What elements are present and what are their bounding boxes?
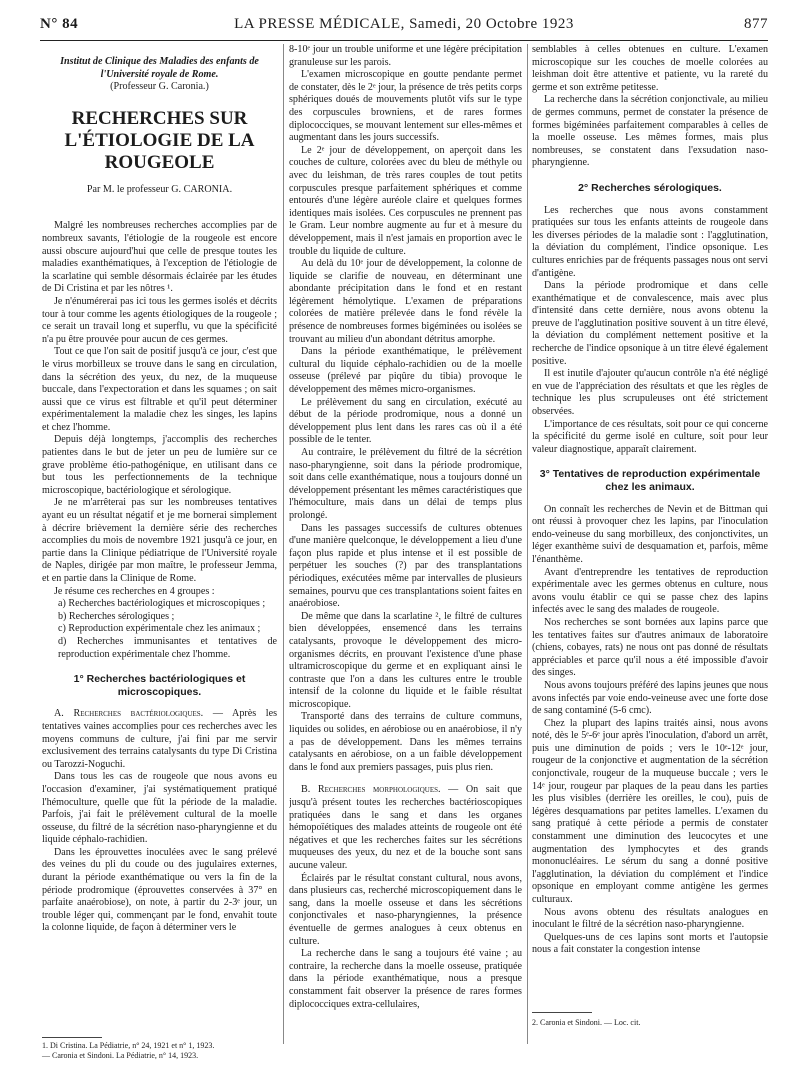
paragraph: Le 2ᵉ jour de développement, on aperçoit dans les couches de culture, colorées avec du bleu de méthyle ou avec du leishman, de très rares couples de tout petits corpuscules presque parfaitement sphériques et comme entourés d'une légère auréole claire et quelques formes identiques mais isolées. Ces corpuscules ne prennent pas le Gram. Leur nombre augmente au fur et à mesure du développement, mais il n'est jamais en proportion avec le trouble du liquide de culture. bbox=[289, 144, 522, 257]
paragraph: Éclairés par le résultat constant cultural, nous avons, dans plusieurs cas, recherché microscopiquement dans le sang, dans la moelle osseuse et dans les sécrétions conjonctivales et naso-pharyngiennes, la présence éventuelle de germes analogues à ceux obtenus en culture. bbox=[289, 872, 522, 947]
list-item: d) Recherches immunisantes et tentatives de reproduction expérimentale chez l'homme. bbox=[58, 635, 277, 660]
footnote-line: — Caronia et Sindoni. La Pédiatrie, n° 14, 1923. bbox=[42, 1051, 199, 1060]
paragraph-text: On sait que jusqu'à présent toutes les recherches bactérioscopiques pratiquées dans le sang et dans les organes hémopoïétiques des malades atteints de rougeole ont été négatives et que les recherches faites sur les sécrétions muqueuses des yeux, du nez et de la bouche sont sans aucune valeur. bbox=[289, 784, 522, 871]
footnote-rule-1 bbox=[42, 1037, 102, 1038]
paragraph: La recherche dans la sécrétion conjonctivale, au milieu de germes communs, permet de constater la présence de formes bigéminées parfaitement comparables à celles de la moelle osseuse. Les mêmes formes, mais plus nombreuses, se constatent dans l'exsudation naso-pharyngienne. bbox=[532, 94, 768, 169]
professor-line: (Professeur G. Caronia.) bbox=[110, 81, 209, 93]
paragraph bbox=[42, 708, 277, 771]
footnote-2 bbox=[532, 1018, 768, 1028]
paragraph: L'importance de ces résultats, soit pour ce qui concerne la spécificité du germe isolé en culture, soit pour leur valeur diagnostique, apparaît clairement. bbox=[532, 418, 768, 455]
paragraph: Dans les passages successifs de cultures obtenues d'une manière quelconque, le développement a lieu d'une façon plus rapide et plus intense et il est possible de perpétuer les souches (?) par des transplantations périodiques, exécutées même par intervalles de plusieurs semaines, pourvu que ces transplantations soient faites en anaérobiose. bbox=[289, 522, 522, 610]
paragraph: De même que dans la scarlatine ², le filtré de cultures bien développées, ensemencé dans les terrains catalysants, provoque le développement des micro-organismes décrits, en prouvant l'existence d'une phase ultramicroscopique du germe et en expliquant ainsi le contraste que l'on a dans les cultures entre le trouble intensif de la colonne du liquide et le faible résultat microscopique. bbox=[289, 610, 522, 710]
paragraph: Dans les éprouvettes inoculées avec le sang prélevé des veines du pli du coude ou des jugulaires externes, durant la période exanthématique ou vers la fin de la période prodromique (éprouvettes conservées à 37° en parfaite anaérobiose), on note, à partir du 2-3ᵉ jour, un trouble léger qui, commençant par le fond, envahit toute la colonne liquide, de façon à déterminer vers le bbox=[42, 846, 277, 934]
section-2-heading: 2° Recherches sérologiques. bbox=[578, 181, 722, 194]
paragraph: Chez la plupart des lapins traités ainsi, nous avons noté, dès le 5ᵉ-6ᵉ jour après l'inoculation, d'abord un arrêt, puis une diminution de poids ; vers le 10ᵉ-12ᵉ jour, rougeur de la conjonctive et augmentation de la sécrétion conjonctivale, rougeur de la muqueuse buccale ; vers le 14ᵉ jour, rougeur par plaques de la peau dans les parties les plus visibles (derrière les oreilles, le cou), puis de légères desquamations par petites lamelles. L'examen du sang pratiqué à cette période a permis de constater constamment une diminution des leucocytes et une augmentation des lymphocytes et des grands mononucléaires. Le sérum du sang a donné positive l'agglutination, la déviation du complément et l'indice opsonique en employant comme antigène les germes culturaux. bbox=[532, 717, 768, 905]
paragraph: Le prélèvement du sang en circulation, exécuté au début de la période prodromique, nous a donné un développement plus lent dans les rares cas où il a été possible de le tenter. bbox=[289, 396, 522, 446]
paragraph: Malgré les nombreuses recherches accomplies par de nombreux savants, l'étiologie de la rougeole est encore aussi obscure aujourd'hui que celle de presque toutes les maladies exanthématiques, à l'exception de l'étiologie de la scarlatine qui semble désormais éclairée par les études de Di Cristina et par les nôtres ¹. bbox=[42, 220, 277, 295]
paragraph: Transporté dans des terrains de culture communs, liquides ou solides, en aérobiose ou en anaérobiose, il n'y a pas de développement. Dans les mêmes terrains catalysants en aérobiose, on a un faible développement dans le fond aux premiers passages, puis plus rien. bbox=[289, 711, 522, 773]
header-rule bbox=[40, 40, 768, 41]
footnote-line: 2. Caronia et Sindoni. — Loc. cit. bbox=[532, 1018, 641, 1027]
list-item: a) Recherches bactériologiques et microscopiques ; bbox=[58, 598, 266, 610]
subsection-a-label: A. Recherches bactériologiques. — bbox=[54, 708, 223, 720]
footnote-line: 1. Di Cristina. La Pédiatrie, n° 24, 1921 et n° 1, 1923. bbox=[42, 1041, 215, 1050]
list-item: c) Reproduction expérimentale chez les animaux ; bbox=[58, 623, 261, 635]
paragraph: Les recherches que nous avons constamment pratiquées sur tous les enfants atteints de rougeole dans les diverses périodes de la maladie sont : l'agglutination, la déviation du complément, l'indice opsonique. Les cultures enrichies par de fréquents passages nous ont servi d'antigène. bbox=[532, 204, 768, 279]
paragraph: On connaît les recherches de Nevin et de Bittman qui ont réussi à provoquer chez les lapins, par l'inoculation endo-veineuse du sang morbilleux, des conjonctivites, un léger exanthème suivi de desquamation et, parfois, même l'énanthème. bbox=[532, 503, 768, 565]
paragraph: Dans tous les cas de rougeole que nous avons eu l'occasion d'examiner, j'ai systématiquement pratiqué l'hémoculture, quelle que fût la période de la maladie. Parfois, j'ai fait le prélèvement cultural de la moelle osseuse, du filtré de la sécrétion naso-pharyngienne et du liquide céphalo-rachidien. bbox=[42, 771, 277, 846]
subsection-b-label: B. Recherches morphologiques. — bbox=[301, 784, 459, 796]
column-3 bbox=[532, 44, 768, 1006]
paragraph: La recherche dans le sang a toujours été vaine ; au contraire, la recherche dans la moelle osseuse, pratiquée dans la période exanthématique, nous a presque constamment fait observer la présence de rares formes diplococciques extra-cellulaires, bbox=[289, 948, 522, 1010]
paragraph: Nous avons obtenu des résultats analogues en inoculant le filtré de la sécrétion naso-pharyngienne. bbox=[532, 906, 768, 931]
column-1 bbox=[42, 44, 277, 1009]
list-item: b) Recherches sérologiques ; bbox=[58, 610, 175, 622]
column-separator-2 bbox=[527, 44, 528, 1044]
paragraph: Dans la période exanthématique, le prélèvement cultural du liquide céphalo-rachidien ou de la moelle osseuse (prélevé par piqûre du tibia) provoque le développement des mêmes micro-organismes. bbox=[289, 346, 522, 396]
paragraph: 8-10ᵉ jour un trouble uniforme et une légère précipitation granuleuse sur les parois. bbox=[289, 44, 522, 68]
page-number: 877 bbox=[744, 16, 768, 32]
section-3-heading: 3° Tentatives de reproduction expérimentale chez les animaux. bbox=[539, 468, 761, 493]
issue-number: N° 84 bbox=[40, 16, 79, 32]
section-1-heading: 1° Recherches bactériologiques et microscopiques. bbox=[73, 673, 246, 698]
paragraph: L'examen microscopique en goutte pendante permet de constater, dès le 2ᵉ jour, la présence de très petits corps sphériques doués de mouvements plutôt vifs sur le type des corpuscules browniens, et de rares formes diplococciques, se mouvant lentement sur elles-mêmes et augmentant dans les jours successifs. bbox=[289, 69, 522, 144]
paragraph: Depuis déjà longtemps, j'accomplis des recherches patientes dans le but de jeter un peu de lumière sur ce grave problème étio-pathogénique, en utilisant dans ce but tous les perfectionnements de la technique microscopique, bactériologique et sérologique. bbox=[42, 434, 277, 496]
paragraph: Il est inutile d'ajouter qu'aucun contrôle n'a été négligé en vue de l'appréciation des résultats et que les règles de technique les plus scrupuleuses ont été strictement observées. bbox=[532, 368, 768, 418]
paragraph bbox=[289, 784, 522, 872]
paragraph: Au delà du 10ᵉ jour de développement, la colonne de liquide se clarifie de nouveau, en déterminant une abondante précipitation dans le fond et en restant légèrement hémolytique. L'examen de préparations colorées de matière prélevée dans le fond révèle la présence de nombreuses formes bigéminées ou isolées se trouvant au milieu d'un abondant détritus amorphe. bbox=[289, 258, 522, 345]
running-header bbox=[40, 16, 768, 38]
footnote-1 bbox=[42, 1041, 277, 1061]
column-separator-1 bbox=[283, 44, 284, 1044]
paragraph: Quelques-uns de ces lapins sont morts et l'autopsie nous a fait constater la congestion intense bbox=[532, 931, 768, 956]
footnote-rule-2 bbox=[532, 1012, 592, 1013]
byline: Par M. le professeur G. CARONIA. bbox=[86, 183, 233, 195]
article-title: RECHERCHES SUR L'ÉTIOLOGIE DE LA ROUGEOLE bbox=[64, 107, 255, 173]
paragraph: Je ne m'arrêterai pas sur les nombreuses tentatives ayant eu un résultat négatif et je me bornerai simplement à décrire brièvement la dernière série des recherches accomplies du mois de novembre 1921 jusqu'à ce jour, en partie dans la Clinique pédiatrique de l'Université royale de Naples, dirigée par mon maître, le professeur Jemma, et en partie dans la Clinique de Rome. bbox=[42, 497, 277, 584]
paragraph: Nous avons toujours préféré des lapins jeunes que nous avons infectés par voie endo-veineuse avec une forte dose de sang contaminé (5-6 cmc). bbox=[532, 679, 768, 717]
paragraph: semblables à celles obtenues en culture. L'examen microscopique sur les couches de moelle colorées au leishman doit être attentive et patiente, vu la rareté du germe et son extrême petitesse. bbox=[532, 44, 768, 93]
paragraph: Avant d'entreprendre les tentatives de reproduction expérimentale avec les germes obtenus en culture, nous avons voulu établir ce qui se passe chez des lapins infectés avec le sang des malades de rougeole. bbox=[532, 566, 768, 616]
groups-list bbox=[42, 598, 277, 661]
journal-title-date: LA PRESSE MÉDICALE, Samedi, 20 Octobre 1923 bbox=[234, 16, 574, 32]
paragraph-text: Après les tentatives vaines accomplies pour ces recherches avec les moyens communs de culture, j'ai fini par me servir exclusivement des terrains catalysants du type Di Cristina ou Tarozzi-Noguchi. bbox=[42, 708, 277, 770]
paragraph: Je n'énumérerai pas ici tous les germes isolés et décrits tour à tour comme les agents étiologiques de la rougeole ; ce serait un travail long et superflu, vu que la spécificité n'a pu être prouvée pour aucun de ces germes. bbox=[42, 295, 277, 345]
paragraph: Dans la période prodromique et dans celle exanthématique et de convalescence, mais avec plus d'intensité dans cette dernière, nous avons obtenu la preuve de l'agglutination positive souvent à un titre élevé, la déviation du complément nettement positive et la recherche de l'indice opsonique à un titre élevé également positive. bbox=[532, 280, 768, 367]
column-2 bbox=[289, 44, 522, 1044]
paragraph: Tout ce que l'on sait de positif jusqu'à ce jour, c'est que le virus morbilleux se trouve dans le sang en circulation, dans la sécrétion des yeux, du nez, de la muqueuse buccale, dans l'expectoration et dans les squames ; on sait aussi que ce virus est filtrable et qu'il peut déterminer expérimentalement la maladie chez les singes, les lapins et chez l'homme. bbox=[42, 346, 277, 433]
paragraph: Je résume ces recherches en 4 groupes : bbox=[54, 585, 215, 597]
paragraph: Nos recherches se sont bornées aux lapins parce que les tentatives faites sur d'autres animaux de laboratoire (chiens, cobayes, rats) ne nous ont pas donné de résultats appréciables et parce qu'il nous a été impossible d'avoir des singes. bbox=[532, 616, 768, 679]
paragraph: Au contraire, le prélèvement du filtré de la sécrétion naso-pharyngienne, soit dans la période prodromique, soit dans celle exanthématique, nous a toujours donné un développement présentant les mêmes caractéristiques que l'hémoculture, mais dans un délai de temps plus prolongé. bbox=[289, 447, 522, 521]
institution-line: Institut de Clinique des Maladies des enfants de l'Université royale de Rome. bbox=[60, 56, 259, 80]
